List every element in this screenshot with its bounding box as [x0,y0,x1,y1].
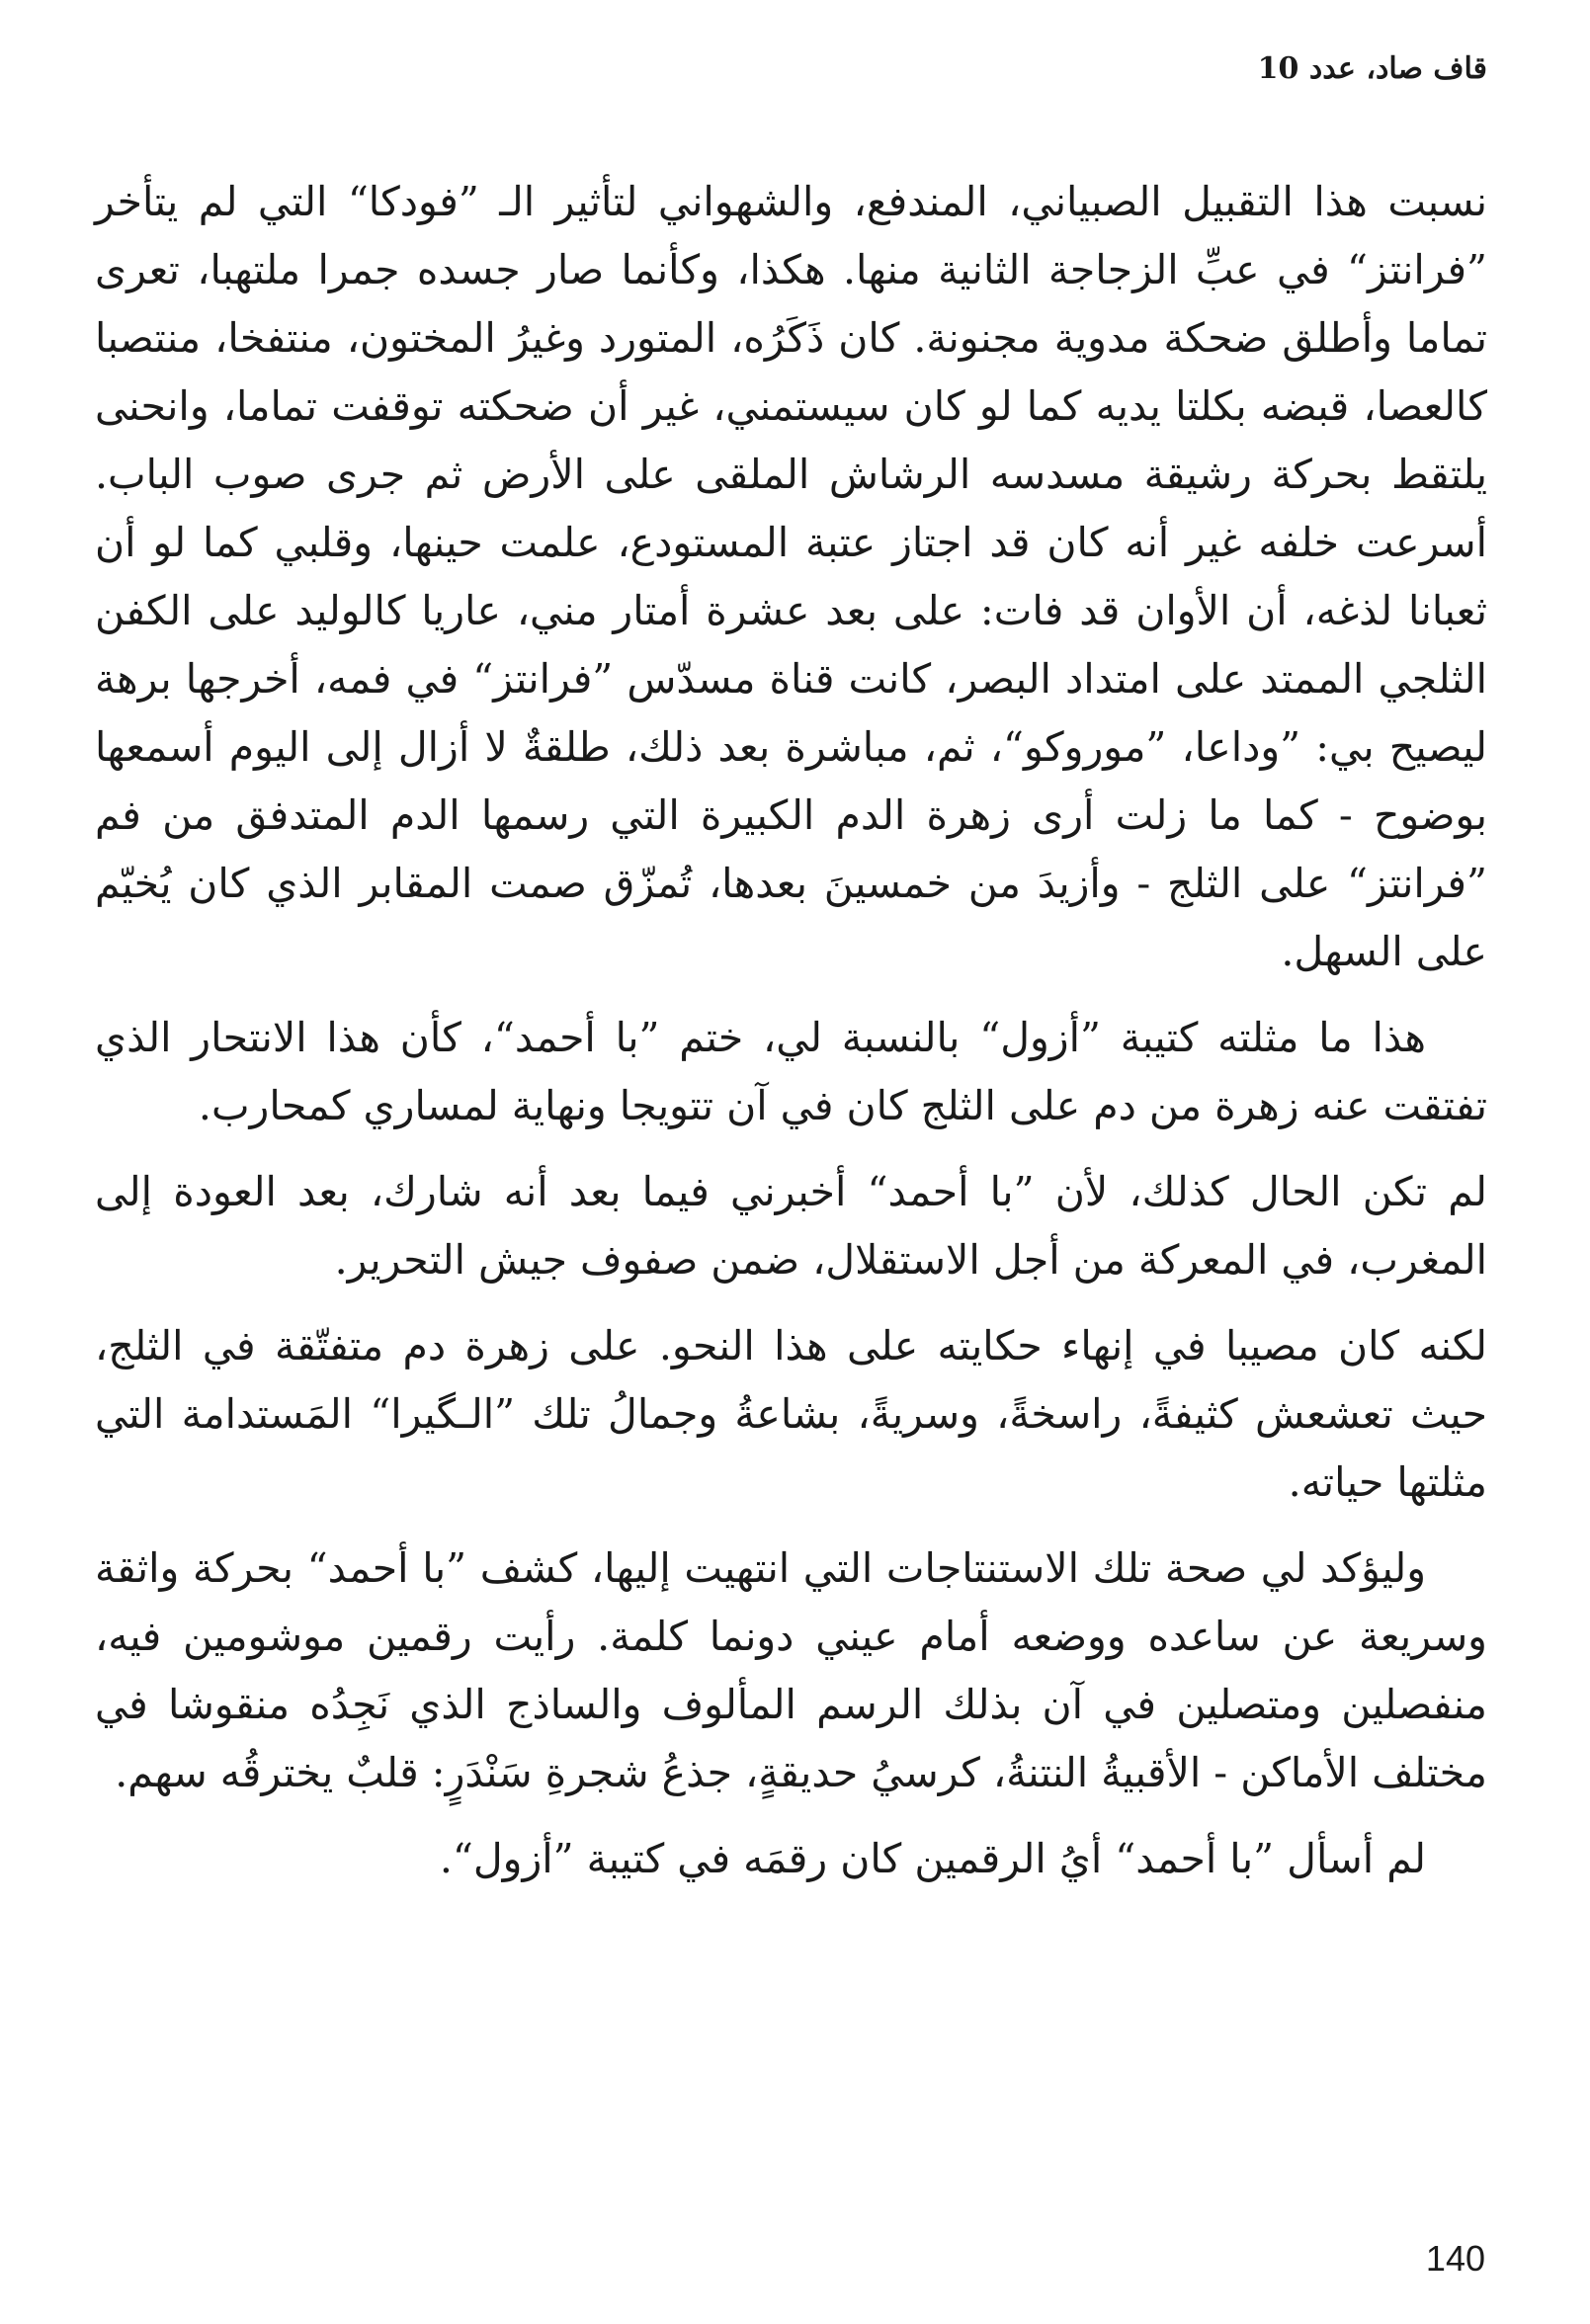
paragraph: لم أسأل ”با أحمد“ أيُ الرقمين كان رقمَه في كتيبة ”أزول“. [439,1835,1426,1882]
paragraph: هذا ما مثلته كتيبة ”أزول“ بالنسبة لي، ختم ”با أحمد“، كأن هذا الانتحار الذي تفتقت عنه زهرة من دم على الثلج كان في آن تتويجا ونهاية لمساري كمحارب. [95,1014,1487,1129]
body-text [95,168,1487,1911]
page-number: 140 [1425,2238,1485,2279]
paragraph: لم تكن الحال كذلك، لأن ”با أحمد“ أخبرني فيما بعد أنه شارك، بعد العودة إلى المغرب، في المعركة من أجل الاستقلال، ضمن صفوف جيش التحرير. [95,1168,1487,1284]
paragraph: وليؤكد لي صحة تلك الاستنتاجات التي انتهيت إليها، كشف ”با أحمد“ بحركة واثقة وسريعة عن ساعده ووضعه أمام عيني دونما كلمة. رأيت رقمين موشومين فيه، منفصلين ومتصلين في آن بذلك الرسم المألوف والساذج الذي نَجِدُه منقوشا في مختلف الأماكن - الأقبيةُ النتنةُ، كرسيُ حديقةٍ، جذعُ شجرةِ سَنْدَرٍ: قلبٌ يخترقُه سهم. [95,1544,1487,1796]
paragraph: نسبت هذا التقبيل الصبياني، المندفع، والشهواني لتأثير الـ ”فودكا“ التي لم يتأخر ”فرانتز“ في عبِّ الزجاجة الثانية منها. هكذا، وكأنما صار جسده جمرا ملتهبا، تعرى تماما وأطلق ضحكة مدوية مجنونة. كان ذَكَرُه، المتورد وغيرُ المختون، منتفخا، منتصبا كالعصا، قبضه بكلتا يديه كما لو كان سيستمني، غير أن ضحكته توقفت تماما، وانحنى يلتقط بحركة رشيقة مسدسه الرشاش الملقى على الأرض ثم جرى صوب الباب. أسرعت خلفه غير أنه كان قد اجتاز عتبة المستودع، علمت حينها، وقلبي كما لو أن ثعبانا لذغه، أن الأوان قد فات: على بعد عشرة أمتار مني، عاريا كالوليد على الكفن الثلجي الممتد على امتداد البصر، كانت قناة مسدّس ”فرانتز“ في فمه، أخرجها برهة ليصيح بي: ”وداعا، ”موروكو“، ثم، مباشرة بعد ذلك، طلقةٌ لا أزال إلى اليوم أسمعها بوضوح - كما ما زلت أرى زهرة الدم الكبيرة التي رسمها الدم المتدفق من فم ”فرانتز“ على الثلج - وأزيدَ من خمسينَ بعدها، تُمزّق صمت المقابر الذي كان يُخيّم على السهل. [95,178,1487,975]
paragraph: لكنه كان مصيبا في إنهاء حكايته على هذا النحو. على زهرة دم متفتّقة في الثلج، حيث تعشعش كثيفةً، راسخةً، وسريةً، بشاعةُ وجمالُ تلك ”الـگيرا“ المَستدامة التي مثلتها حياته. [95,1322,1487,1506]
running-header: قاف صاد، عدد 10 [1257,51,1487,86]
